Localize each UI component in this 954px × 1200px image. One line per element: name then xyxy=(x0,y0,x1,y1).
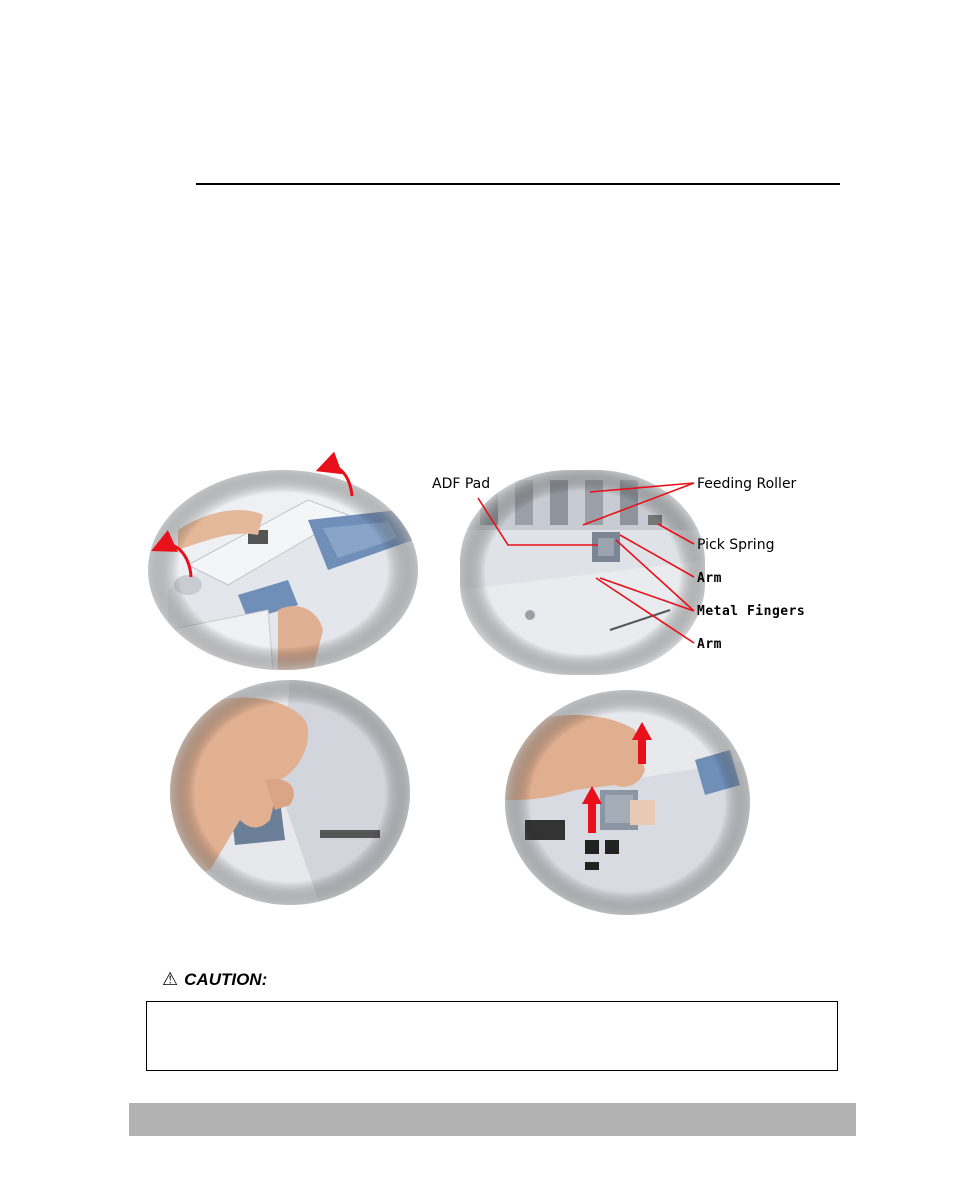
callout-metal-fingers: Metal Fingers xyxy=(697,604,806,619)
caution-title-text: CAUTION: xyxy=(184,969,268,989)
callout-arm-top: Arm xyxy=(697,571,722,586)
photo-open-adf-cover xyxy=(148,470,418,670)
photo-lift-pad xyxy=(505,690,750,915)
callout-pick-spring: Pick Spring xyxy=(697,537,775,553)
caution-heading xyxy=(162,969,267,990)
callout-arm-bottom: Arm xyxy=(697,637,722,652)
photo-adf-pad-area xyxy=(460,470,705,675)
warning-triangle-icon: ⚠ xyxy=(162,969,179,989)
footer-bar xyxy=(129,1103,856,1136)
photo-pinch-pad xyxy=(170,680,410,905)
caution-box xyxy=(146,1001,838,1071)
callout-adf-pad: ADF Pad xyxy=(432,476,491,492)
header-rule xyxy=(196,183,840,185)
callout-feeding-roller: Feeding Roller xyxy=(697,476,797,492)
